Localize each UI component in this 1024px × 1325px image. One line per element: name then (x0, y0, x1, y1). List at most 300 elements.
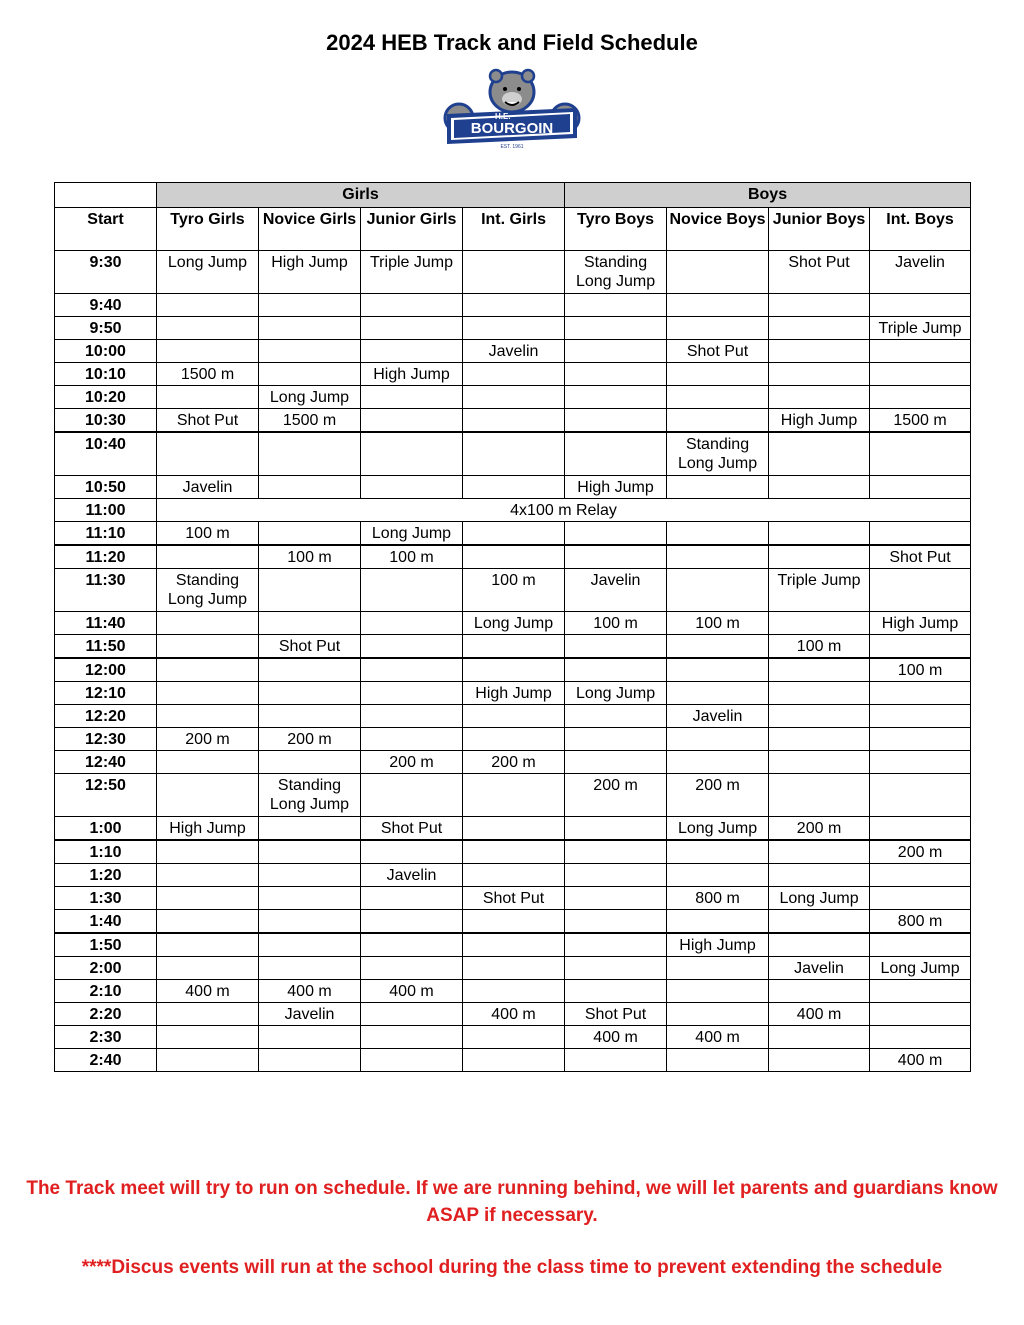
time-cell: 12:50 (55, 774, 157, 817)
column-header: Int. Boys (870, 208, 971, 251)
event-cell: 200 m (259, 728, 361, 751)
event-cell: Standing Long Jump (259, 774, 361, 817)
event-cell (463, 294, 565, 317)
event-cell (565, 409, 667, 433)
event-cell (259, 705, 361, 728)
event-cell (361, 957, 463, 980)
event-cell: 400 m (667, 1026, 769, 1049)
table-row (55, 933, 971, 957)
event-cell (157, 386, 259, 409)
event-cell (259, 658, 361, 682)
event-cell (667, 476, 769, 499)
time-cell: 1:10 (55, 840, 157, 864)
event-cell (870, 817, 971, 841)
event-cell (565, 705, 667, 728)
event-cell (667, 728, 769, 751)
event-cell: Javelin (259, 1003, 361, 1026)
event-cell (463, 545, 565, 569)
table-row (55, 840, 971, 864)
event-cell (259, 612, 361, 635)
time-cell: 12:30 (55, 728, 157, 751)
event-cell: Javelin (463, 340, 565, 363)
event-cell (361, 1003, 463, 1026)
event-cell (157, 658, 259, 682)
event-cell (463, 658, 565, 682)
event-cell: High Jump (157, 817, 259, 841)
event-cell (870, 887, 971, 910)
event-cell (259, 363, 361, 386)
event-cell (259, 294, 361, 317)
event-cell (157, 682, 259, 705)
event-cell (463, 817, 565, 841)
event-cell (667, 658, 769, 682)
event-cell (769, 682, 870, 705)
event-cell (463, 409, 565, 433)
event-cell: Standing Long Jump (667, 432, 769, 476)
event-cell: Long Jump (361, 522, 463, 546)
event-cell (667, 569, 769, 612)
event-cell (667, 522, 769, 546)
table-row (55, 251, 971, 294)
event-cell (157, 635, 259, 659)
table-row (55, 957, 971, 980)
time-cell: 1:40 (55, 910, 157, 934)
event-cell: Javelin (667, 705, 769, 728)
event-cell (463, 705, 565, 728)
event-cell (361, 635, 463, 659)
event-cell (463, 1049, 565, 1072)
event-cell (157, 317, 259, 340)
event-cell (870, 340, 971, 363)
event-cell (157, 910, 259, 934)
logo-small-text: H.E. (495, 112, 511, 121)
table-row (55, 910, 971, 934)
event-cell (361, 910, 463, 934)
event-cell (361, 409, 463, 433)
event-cell: 100 m (565, 612, 667, 635)
event-cell: Shot Put (870, 545, 971, 569)
event-cell: Shot Put (361, 817, 463, 841)
schedule-table (54, 182, 971, 1072)
event-cell (259, 682, 361, 705)
event-cell: 100 m (667, 612, 769, 635)
time-cell: 11:10 (55, 522, 157, 546)
table-row (55, 294, 971, 317)
table-row (55, 386, 971, 409)
event-cell (769, 910, 870, 934)
event-cell: 200 m (870, 840, 971, 864)
event-cell (361, 933, 463, 957)
event-cell (565, 545, 667, 569)
event-cell (565, 957, 667, 980)
table-row (55, 705, 971, 728)
event-cell (463, 840, 565, 864)
event-cell (565, 817, 667, 841)
event-cell (259, 317, 361, 340)
event-cell (157, 774, 259, 817)
event-cell: Standing Long Jump (157, 569, 259, 612)
event-cell (870, 774, 971, 817)
event-cell (361, 682, 463, 705)
event-cell (259, 522, 361, 546)
logo-est-text: EST. 1961 (500, 144, 524, 150)
event-cell (870, 432, 971, 476)
event-cell (259, 840, 361, 864)
time-cell: 12:10 (55, 682, 157, 705)
event-cell (769, 774, 870, 817)
time-cell: 10:40 (55, 432, 157, 476)
event-cell (361, 386, 463, 409)
event-cell: Long Jump (463, 612, 565, 635)
event-cell (565, 522, 667, 546)
event-cell: 100 m (769, 635, 870, 659)
event-cell: Long Jump (667, 817, 769, 841)
event-cell (565, 294, 667, 317)
event-cell: 400 m (565, 1026, 667, 1049)
event-cell (157, 1003, 259, 1026)
bear-logo (437, 64, 587, 152)
table-row (55, 682, 971, 705)
event-cell (769, 294, 870, 317)
event-cell (667, 545, 769, 569)
event-cell: Javelin (157, 476, 259, 499)
event-cell (463, 1026, 565, 1049)
column-header: Tyro Girls (157, 208, 259, 251)
event-cell (463, 522, 565, 546)
event-cell: Long Jump (157, 251, 259, 294)
event-cell (361, 476, 463, 499)
event-cell (769, 340, 870, 363)
event-cell: 200 m (769, 817, 870, 841)
event-cell (463, 864, 565, 887)
event-cell (463, 635, 565, 659)
event-cell (870, 1026, 971, 1049)
event-cell: Shot Put (565, 1003, 667, 1026)
column-header: Junior Girls (361, 208, 463, 251)
event-cell (361, 840, 463, 864)
event-cell (565, 864, 667, 887)
event-cell (463, 476, 565, 499)
event-cell (565, 317, 667, 340)
event-cell (769, 522, 870, 546)
event-cell (667, 363, 769, 386)
event-cell: 1500 m (259, 409, 361, 433)
event-cell (157, 933, 259, 957)
event-cell (565, 910, 667, 934)
table-row (55, 1026, 971, 1049)
event-cell: High Jump (870, 612, 971, 635)
event-cell: 100 m (259, 545, 361, 569)
table-row (55, 728, 971, 751)
event-cell (565, 887, 667, 910)
event-cell (870, 864, 971, 887)
event-cell (565, 840, 667, 864)
event-cell (769, 1026, 870, 1049)
time-cell: 1:50 (55, 933, 157, 957)
time-cell: 1:30 (55, 887, 157, 910)
table-row (55, 569, 971, 612)
event-cell (157, 751, 259, 774)
event-cell (667, 386, 769, 409)
event-cell (157, 1049, 259, 1072)
event-cell: High Jump (667, 933, 769, 957)
event-cell (565, 751, 667, 774)
event-cell (157, 864, 259, 887)
time-cell: 9:30 (55, 251, 157, 294)
event-cell (157, 612, 259, 635)
event-cell (769, 751, 870, 774)
event-cell (463, 386, 565, 409)
event-cell (769, 363, 870, 386)
event-cell (870, 705, 971, 728)
time-cell: 2:20 (55, 1003, 157, 1026)
event-cell (157, 840, 259, 864)
table-row (55, 363, 971, 386)
event-cell: 800 m (870, 910, 971, 934)
table-row (55, 887, 971, 910)
table-row (55, 522, 971, 546)
event-cell (157, 957, 259, 980)
event-cell: 100 m (361, 545, 463, 569)
event-cell (870, 386, 971, 409)
event-cell (463, 910, 565, 934)
event-cell (565, 658, 667, 682)
time-cell: 11:40 (55, 612, 157, 635)
event-cell: 100 m (157, 522, 259, 546)
event-cell: 400 m (157, 980, 259, 1003)
event-cell (259, 910, 361, 934)
event-cell (870, 635, 971, 659)
event-cell: 800 m (667, 887, 769, 910)
column-header: Tyro Boys (565, 208, 667, 251)
group-header-girls: Girls (157, 183, 565, 208)
time-cell: 11:50 (55, 635, 157, 659)
event-cell (259, 751, 361, 774)
event-cell (667, 840, 769, 864)
event-cell (870, 980, 971, 1003)
time-cell: 12:00 (55, 658, 157, 682)
schedule-note: The Track meet will try to run on schedule. If we are running behind, we will let parents and guardians know ASAP if necessary. (26, 1178, 998, 1226)
event-cell (769, 840, 870, 864)
event-cell (463, 432, 565, 476)
time-cell: 11:30 (55, 569, 157, 612)
time-cell: 2:30 (55, 1026, 157, 1049)
table-row (55, 476, 971, 499)
event-cell: Javelin (769, 957, 870, 980)
event-cell: Javelin (565, 569, 667, 612)
event-cell (769, 728, 870, 751)
event-cell (361, 612, 463, 635)
event-cell (463, 317, 565, 340)
table-row (55, 1049, 971, 1072)
column-header: Novice Girls (259, 208, 361, 251)
event-cell: 400 m (769, 1003, 870, 1026)
event-cell (259, 1049, 361, 1072)
event-cell (157, 705, 259, 728)
event-cell (259, 569, 361, 612)
event-cell (157, 1026, 259, 1049)
event-cell (361, 1049, 463, 1072)
event-cell (463, 980, 565, 1003)
event-cell: Shot Put (667, 340, 769, 363)
event-cell (667, 910, 769, 934)
event-cell (157, 887, 259, 910)
column-header: Junior Boys (769, 208, 870, 251)
event-cell: 200 m (667, 774, 769, 817)
event-cell (769, 980, 870, 1003)
event-cell (769, 1049, 870, 1072)
time-cell: 2:10 (55, 980, 157, 1003)
event-cell: Standing Long Jump (565, 251, 667, 294)
event-cell: High Jump (361, 363, 463, 386)
event-cell (870, 933, 971, 957)
event-cell (259, 340, 361, 363)
event-cell (157, 294, 259, 317)
event-cell (667, 751, 769, 774)
event-cell (361, 705, 463, 728)
corner-cell (55, 183, 157, 208)
event-cell: Long Jump (769, 887, 870, 910)
event-cell: High Jump (769, 409, 870, 433)
time-cell: 9:40 (55, 294, 157, 317)
event-cell: 400 m (361, 980, 463, 1003)
table-row (55, 980, 971, 1003)
event-cell: 100 m (870, 658, 971, 682)
table-row (55, 409, 971, 433)
event-cell (361, 294, 463, 317)
table-row (55, 864, 971, 887)
event-cell (361, 887, 463, 910)
event-cell (259, 1026, 361, 1049)
table-row (55, 499, 971, 522)
event-cell (463, 774, 565, 817)
time-cell: 11:20 (55, 545, 157, 569)
event-cell (361, 317, 463, 340)
event-cell (565, 432, 667, 476)
event-cell: 1500 m (157, 363, 259, 386)
event-cell: Long Jump (565, 682, 667, 705)
event-cell (769, 386, 870, 409)
time-cell: 10:10 (55, 363, 157, 386)
event-cell (667, 294, 769, 317)
event-cell (667, 682, 769, 705)
time-cell: 10:00 (55, 340, 157, 363)
event-cell: Shot Put (157, 409, 259, 433)
table-row (55, 340, 971, 363)
time-cell: 1:20 (55, 864, 157, 887)
event-cell (870, 751, 971, 774)
logo-main-text: BOURGOIN (470, 120, 554, 137)
event-cell (769, 864, 870, 887)
event-cell: Shot Put (259, 635, 361, 659)
event-cell: High Jump (463, 682, 565, 705)
event-cell (667, 980, 769, 1003)
event-cell (667, 251, 769, 294)
event-cell (769, 317, 870, 340)
page-title: 2024 HEB Track and Field Schedule (326, 30, 698, 55)
event-cell (667, 1003, 769, 1026)
event-cell: 100 m (463, 569, 565, 612)
event-cell (870, 682, 971, 705)
table-row (55, 817, 971, 841)
event-cell: Javelin (361, 864, 463, 887)
event-cell (667, 317, 769, 340)
column-header: Novice Boys (667, 208, 769, 251)
table-row (55, 612, 971, 635)
event-cell (667, 957, 769, 980)
event-cell: 400 m (870, 1049, 971, 1072)
schedule-body (55, 251, 971, 1072)
event-cell (565, 635, 667, 659)
time-cell: 2:40 (55, 1049, 157, 1072)
table-row (55, 635, 971, 659)
event-cell (259, 887, 361, 910)
event-cell (870, 294, 971, 317)
event-cell: Javelin (870, 251, 971, 294)
event-cell (769, 432, 870, 476)
event-cell (565, 728, 667, 751)
event-cell: 1500 m (870, 409, 971, 433)
event-cell (463, 728, 565, 751)
table-row (55, 658, 971, 682)
event-cell: 400 m (259, 980, 361, 1003)
event-cell: Shot Put (769, 251, 870, 294)
time-cell: 10:30 (55, 409, 157, 433)
event-cell (667, 409, 769, 433)
event-cell (259, 957, 361, 980)
event-cell (361, 569, 463, 612)
group-header-boys: Boys (565, 183, 971, 208)
event-cell (565, 980, 667, 1003)
time-cell: 12:40 (55, 751, 157, 774)
event-cell (259, 476, 361, 499)
event-cell: 200 m (463, 751, 565, 774)
event-cell (870, 476, 971, 499)
time-cell: 12:20 (55, 705, 157, 728)
event-cell (870, 522, 971, 546)
event-cell (870, 728, 971, 751)
time-cell: 1:00 (55, 817, 157, 841)
event-cell (157, 340, 259, 363)
table-row (55, 751, 971, 774)
event-cell: Triple Jump (769, 569, 870, 612)
time-cell: 9:50 (55, 317, 157, 340)
event-cell: 200 m (157, 728, 259, 751)
discus-note: ****Discus events will run at the school during the class time to prevent extending the schedule (81, 1257, 943, 1278)
event-cell (769, 612, 870, 635)
event-cell: Triple Jump (870, 317, 971, 340)
event-cell (361, 774, 463, 817)
event-cell (463, 251, 565, 294)
event-cell (565, 386, 667, 409)
event-cell (463, 363, 565, 386)
table-row (55, 317, 971, 340)
event-cell: 200 m (565, 774, 667, 817)
event-cell: Triple Jump (361, 251, 463, 294)
event-cell: Long Jump (870, 957, 971, 980)
event-cell: High Jump (565, 476, 667, 499)
time-cell: 11:00 (55, 499, 157, 522)
event-cell (259, 432, 361, 476)
event-cell (769, 476, 870, 499)
table-row (55, 432, 971, 476)
event-cell (361, 1026, 463, 1049)
event-cell (565, 1049, 667, 1072)
event-cell (769, 658, 870, 682)
event-cell (667, 1049, 769, 1072)
event-cell (157, 432, 259, 476)
event-cell (870, 569, 971, 612)
